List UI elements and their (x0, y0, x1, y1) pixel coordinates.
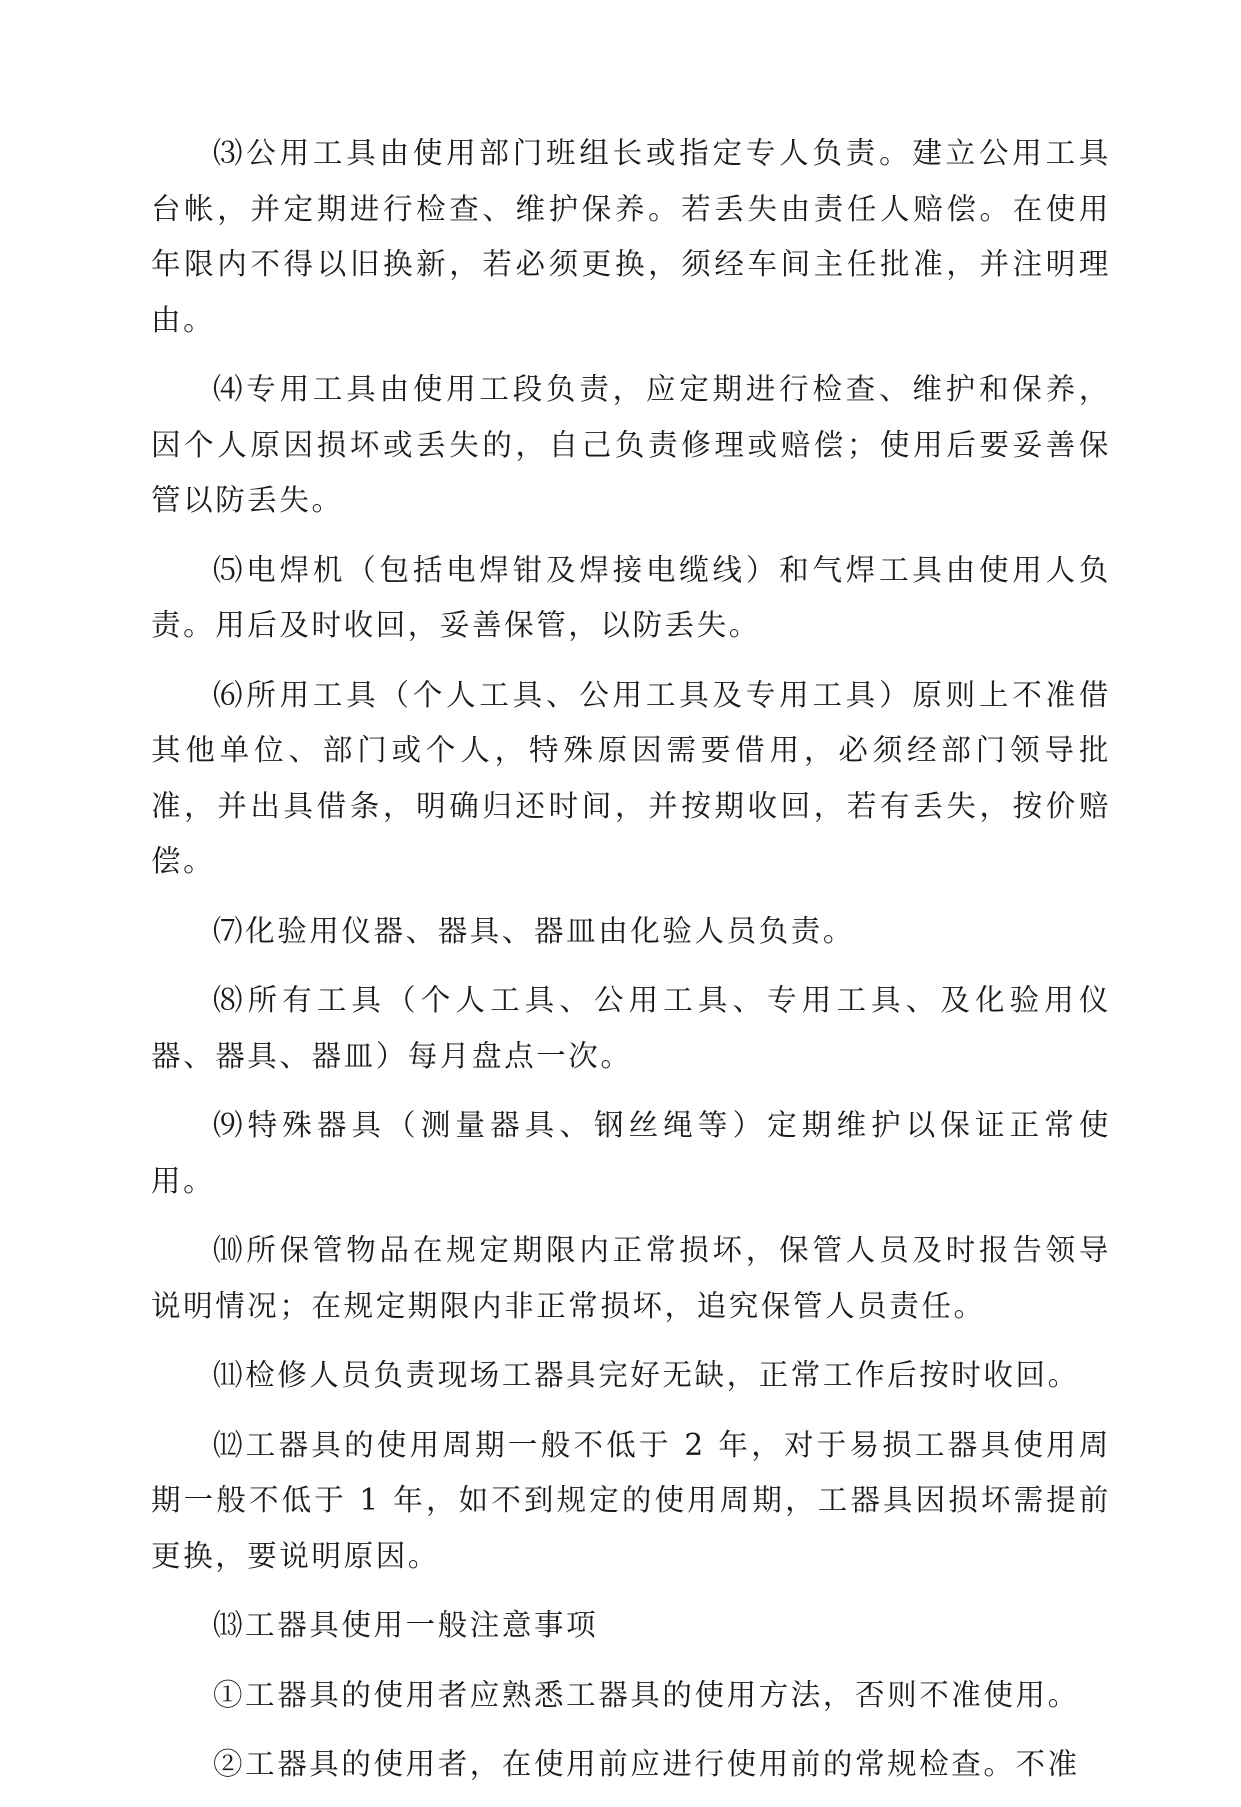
paragraph-item-3: ⑶公用工具由使用部门班组长或指定专人负责。建立公用工具台帐，并定期进行检查、维护保养。若丢失由责任人赔偿。在使用年限内不得以旧换新，若必须更换，须经车间主任批准，并注明理由。 (151, 136, 1111, 337)
paragraph-subitem-1: ①工器具的使用者应熟悉工器具的使用方法，否则不准使用。 (213, 1677, 1080, 1712)
paragraph-subitem-2: ②工器具的使用者，在使用前应进行使用前的常规检查。不准 (213, 1747, 1080, 1781)
paragraph-item-12: ⑿工器具的使用周期一般不低于 2 年，对于易损工器具使用周期一般不低于 1 年，如不到规定的使用周期，工器具因损坏需提前更换，要说明原因。 (151, 1427, 1111, 1573)
paragraph-item-10: ⑽所保管物品在规定期限内正常损坏，保管人员及时报告领导说明情况；在规定期限内非正常损坏，追究保管人员责任。 (151, 1233, 1111, 1323)
paragraph-item-9: ⑼特殊器具（测量器具、钢丝绳等）定期维护以保证正常使用。 (151, 1108, 1111, 1198)
document-page (151, 126, 1111, 1807)
paragraph-item-13: ⒀工器具使用一般注意事项 (213, 1608, 599, 1642)
paragraph-item-7: ⑺化验用仪器、器具、器皿由化验人员负责。 (213, 913, 856, 948)
paragraph-item-6: ⑹所用工具（个人工具、公用工具及专用工具）原则上不准借其他单位、部门或个人，特殊原因需要借用，必须经部门领导批准，并出具借条，明确归还时间，并按期收回，若有丢失，按价赔偿。 (151, 677, 1111, 878)
paragraph-item-5: ⑸电焊机（包括电焊钳及焊接电缆线）和气焊工具由使用人负责。用后及时收回，妥善保管，以防丢失。 (151, 552, 1111, 642)
paragraph-item-8: ⑻所有工具（个人工具、公用工具、专用工具、及化验用仪器、器具、器皿）每月盘点一次。 (151, 983, 1111, 1073)
paragraph-item-4: ⑷专用工具由使用工段负责，应定期进行检查、维护和保养，因个人原因损坏或丢失的，自己负责修理或赔偿；使用后要妥善保管以防丢失。 (151, 372, 1111, 517)
paragraph-item-11: ⑾检修人员负责现场工器具完好无缺，正常工作后按时收回。 (213, 1358, 1080, 1392)
